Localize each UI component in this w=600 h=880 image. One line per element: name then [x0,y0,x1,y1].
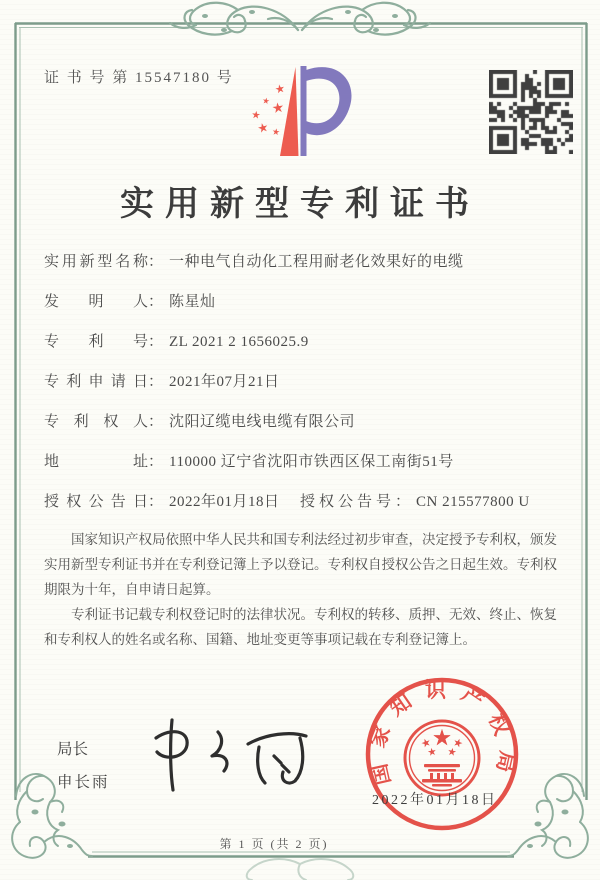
field-list [44,250,556,530]
commissioner-title: 局长 [57,741,89,758]
field-label: 实用新型名称 [44,254,148,270]
field-value: 沈阳辽缆电线电缆有限公司 [169,414,356,430]
field-row-inventor: 发明人： 陈星灿 [44,290,556,330]
commissioner-name: 申长雨 [57,774,110,791]
field-value: 2021年07月21日 [169,374,280,390]
qr-code [489,70,573,154]
field-label: 地址 [44,454,148,470]
signature-icon [132,712,322,797]
field-row-filing-date: 专利申请日： 2021年07月21日 [44,370,556,410]
page-number: 第 1 页 (共 2 页) [219,837,329,851]
field-row-name: 实用新型名称： 一种电气自动化工程用耐老化效果好的电缆 [44,250,556,290]
field-value: 110000 辽宁省沈阳市铁西区保工南街51号 [169,454,454,470]
field-label: 专利号 [44,334,148,350]
certificate-number: 证 书 号 第 15547180 号 [44,70,234,86]
legal-paragraph-1: 国家知识产权局依照中华人民共和国专利法经过初步审查，决定授予专利权，颁发实用新型专利证书并在专利登记簿上予以登记。专利权自授权公告之日起生效。专利权期限为十年，自申请日起算。 [44,532,557,597]
field-value: ZL 2021 2 1656025.9 [169,334,309,350]
top-scroll-ornament [170,3,430,35]
field-label: 专利申请日 [44,374,148,390]
certificate-title: 实用新型专利证书 [120,186,480,223]
national-emblem-icon [405,721,479,795]
field-label: 专利权人 [44,414,148,430]
field-row-patentee: 专利权人： 沈阳辽缆电线电缆有限公司 [44,410,556,450]
field-value: 一种电气自动化工程用耐老化效果好的电缆 [169,254,464,270]
seal-date: 2022年01月18日 [372,793,498,808]
bottom-scroll-ornament [247,859,354,880]
field-value: 2022年01月18日 [169,494,280,510]
field-label: 授权公告日 [44,494,148,510]
seal-text: 国家知识产权局 [364,678,520,788]
field-row-address: 地址： 110000 辽宁省沈阳市铁西区保工南街51号 [44,450,556,490]
field-grant-number: 授权公告号： CN 215577800 U [300,494,530,510]
official-seal [362,674,522,834]
legal-paragraph-2: 专利证书记载专利权登记时的法律状况。专利权的转移、质押、无效、终止、恢复和专利权人的姓名或名称、国籍、地址变更等事项记载在专利登记簿上。 [44,607,557,647]
field-value: 陈星灿 [169,294,216,310]
field-label: 发明人 [44,294,148,310]
legal-text [44,527,557,652]
field-label: 授权公告号 [300,494,396,510]
commissioner-block [57,737,110,792]
field-value: CN 215577800 U [416,494,530,510]
field-row-patent-no: 专利号： ZL 2021 2 1656025.9 [44,330,556,370]
field-row-grant-date: 授权公告日： 2022年01月18日 授权公告号： CN 215577800 U [44,490,556,530]
cnipa-logo-icon [243,58,363,164]
